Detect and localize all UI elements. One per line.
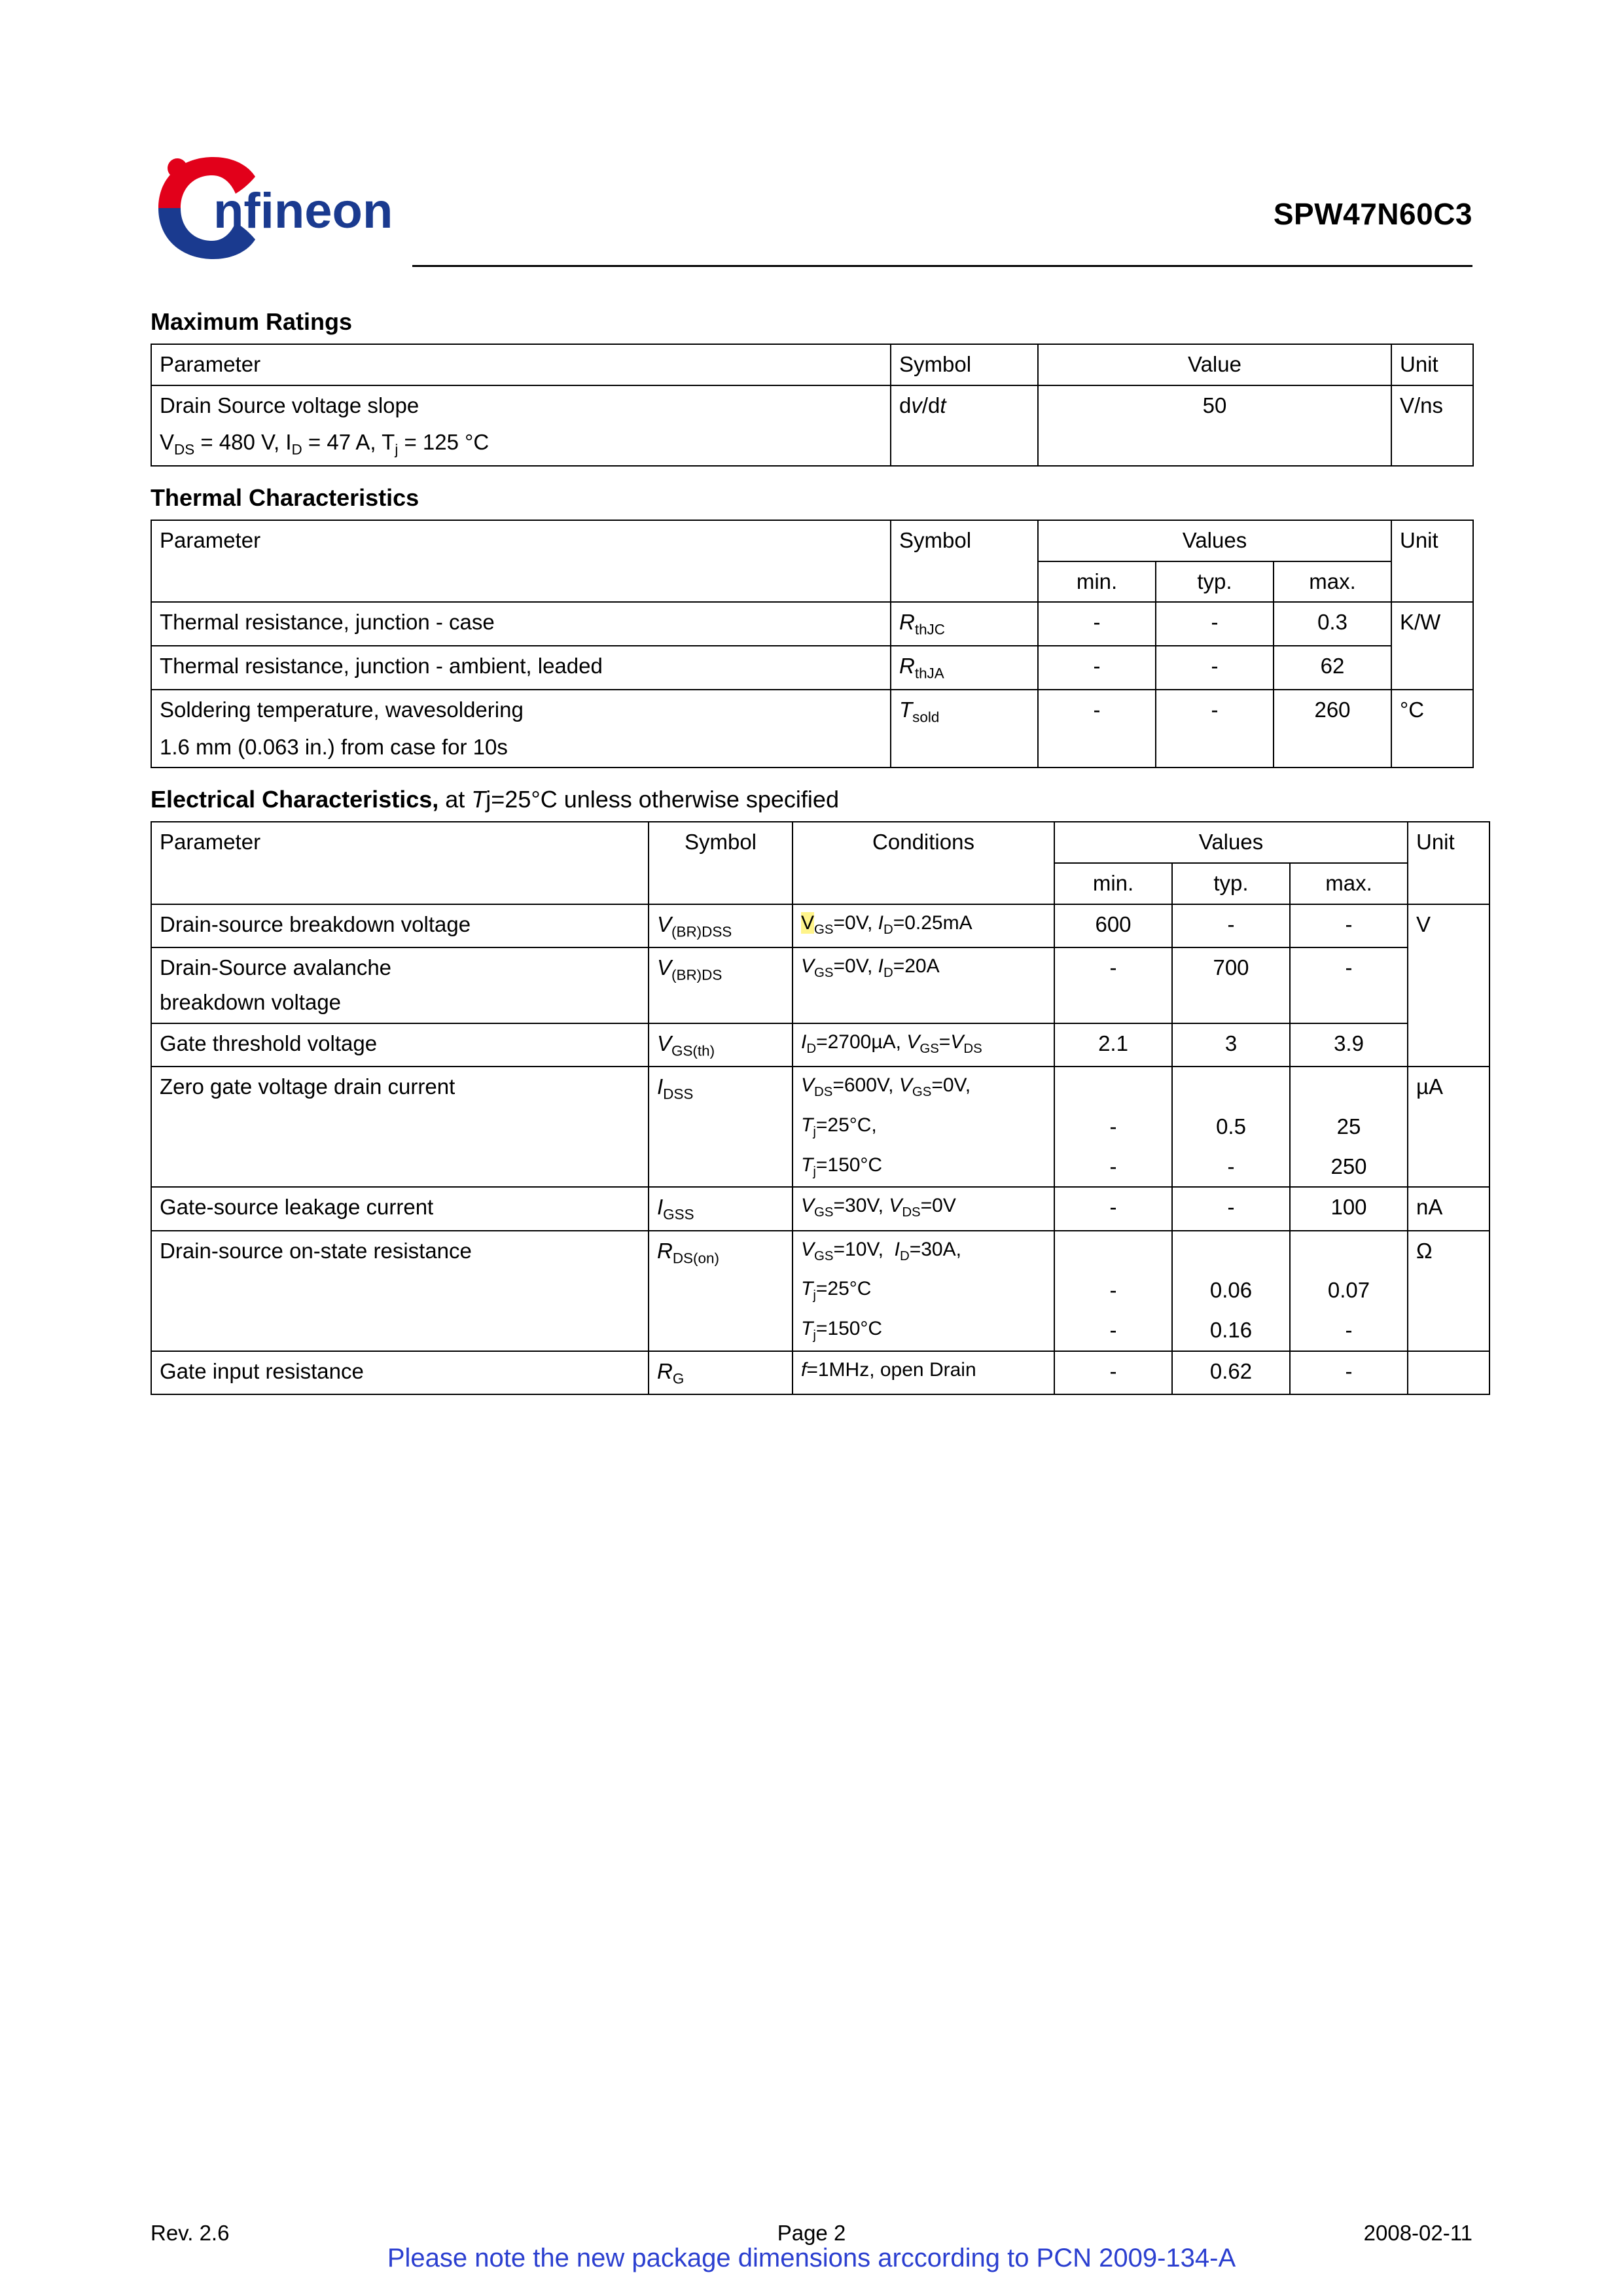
electrical-table <box>151 821 1490 1395</box>
col-values: Values <box>1054 822 1408 863</box>
svg-text:nfineon: nfineon <box>213 183 393 239</box>
col-parameter: Parameter <box>151 520 891 602</box>
table-row <box>151 1231 1489 1271</box>
col-typ: typ. <box>1172 863 1290 904</box>
date-label: 2008-02-11 <box>1363 2221 1472 2245</box>
cell-unit <box>1408 947 1489 1023</box>
col-parameter: Parameter <box>151 822 649 904</box>
cell-typ: 700 <box>1172 947 1290 1023</box>
cell-max: 100 <box>1290 1187 1408 1231</box>
col-unit: Unit <box>1408 822 1489 904</box>
col-min: min. <box>1038 561 1156 603</box>
cell-conditions: $T_j=25^\circ C$ <box>793 1271 1054 1311</box>
cell-min: - <box>1038 646 1156 690</box>
cell-min: - <box>1038 602 1156 646</box>
cell-min <box>1054 1067 1172 1107</box>
cell-parameter: Drain-source breakdown voltage <box>151 904 649 948</box>
col-unit: Unit <box>1391 520 1473 602</box>
cell-conditions: $V_{DS}=600V$, $V_{GS}=0V$, <box>793 1067 1054 1107</box>
cell-typ <box>1172 1231 1290 1271</box>
cell-symbol: $R_{thJA}$ <box>891 646 1038 690</box>
parameter-line-1: Drain Source voltage slope <box>160 393 419 417</box>
cell-typ: 0.06 <box>1172 1271 1290 1311</box>
section-title-max-ratings: Maximum Ratings <box>151 308 353 335</box>
table-row <box>151 646 1473 690</box>
cell-max: - <box>1290 1351 1408 1395</box>
cell-unit: µA <box>1408 1067 1489 1187</box>
parameter-line-1: Drain-Source avalanche <box>160 955 392 980</box>
cell-typ: - <box>1156 602 1274 646</box>
cell-typ: 0.16 <box>1172 1311 1290 1351</box>
cell-min: 2.1 <box>1054 1023 1172 1067</box>
part-number: SPW47N60C3 <box>1273 197 1472 231</box>
cell-typ: - <box>1156 646 1274 690</box>
col-unit: Unit <box>1391 344 1473 385</box>
table-row <box>151 904 1489 948</box>
col-value: Value <box>1038 344 1391 385</box>
cell-max: 0.3 <box>1274 602 1391 646</box>
cell-conditions: f=1MHz, open Drain <box>793 1351 1054 1395</box>
section-title-thermal: Thermal Characteristics <box>151 484 419 512</box>
page-header <box>151 150 1472 308</box>
cell-min <box>1054 1231 1172 1271</box>
parameter-line-2: 1.6 mm (0.063 in.) from case for 10s <box>160 734 508 759</box>
cell-unit: nA <box>1408 1187 1489 1231</box>
cell-parameter: Thermal resistance, junction - ambient, leaded <box>151 646 891 690</box>
cell-symbol: $T_{sold}$ <box>891 690 1038 768</box>
table-row <box>151 385 1473 466</box>
cell-conditions: $V_{GS}=10V$, $I_D=30A$, <box>793 1231 1054 1271</box>
table-row <box>151 690 1473 768</box>
cell-unit: K/W <box>1391 602 1473 646</box>
infineon-logo <box>151 150 432 262</box>
cell-max: 3.9 <box>1290 1023 1408 1067</box>
table-header-row <box>151 344 1473 385</box>
cell-symbol: $I_{GSS}$ <box>649 1187 793 1231</box>
cell-min: - <box>1054 1311 1172 1351</box>
cell-parameter: Drain-source on-state resistance <box>151 1231 649 1351</box>
cell-unit <box>1408 1023 1489 1067</box>
cell-conditions: $T_j=150^\circ C$ <box>793 1147 1054 1188</box>
cell-parameter <box>151 947 649 1023</box>
cell-max: - <box>1290 1311 1408 1351</box>
parameter-line-1: Soldering temperature, wavesoldering <box>160 698 524 722</box>
cell-parameter: Gate threshold voltage <box>151 1023 649 1067</box>
cell-max: - <box>1290 947 1408 1023</box>
cell-symbol: $V_{(BR)DS}$ <box>649 947 793 1023</box>
page-number: Page 2 <box>777 2221 846 2245</box>
cell-min: - <box>1054 1107 1172 1147</box>
cell-symbol: $R_G$ <box>649 1351 793 1395</box>
cell-parameter <box>151 690 891 768</box>
cell-typ: - <box>1156 690 1274 768</box>
cell-max: 25 <box>1290 1107 1408 1147</box>
table-row <box>151 1187 1489 1231</box>
cell-max: 0.07 <box>1290 1271 1408 1311</box>
cell-symbol: $I_{DSS}$ <box>649 1067 793 1187</box>
cell-conditions: $V_{GS}=0V$, $I_D=20A$ <box>793 947 1054 1023</box>
cell-unit <box>1391 646 1473 690</box>
cell-min: 600 <box>1054 904 1172 948</box>
cell-symbol: $V_{(BR)DSS}$ <box>649 904 793 948</box>
cell-max <box>1290 1067 1408 1107</box>
table-row <box>151 1067 1489 1107</box>
table-row <box>151 947 1489 1023</box>
table-row <box>151 1351 1489 1395</box>
cell-symbol: dv/dt <box>891 385 1038 466</box>
cell-typ: 3 <box>1172 1023 1290 1067</box>
cell-parameter: Gate-source leakage current <box>151 1187 649 1231</box>
col-min: min. <box>1054 863 1172 904</box>
cell-unit: V/ns <box>1391 385 1473 466</box>
cell-symbol: $V_{GS(th)}$ <box>649 1023 793 1067</box>
cell-typ <box>1172 1067 1290 1107</box>
revision-label: Rev. 2.6 <box>151 2221 230 2245</box>
table-header-row <box>151 520 1473 561</box>
col-parameter: Parameter <box>151 344 891 385</box>
cell-parameter: Gate input resistance <box>151 1351 649 1395</box>
cell-typ: - <box>1172 904 1290 948</box>
col-typ: typ. <box>1156 561 1274 603</box>
cell-unit: °C <box>1391 690 1473 768</box>
cell-unit: V <box>1408 904 1489 948</box>
col-max: max. <box>1274 561 1391 603</box>
col-symbol: Symbol <box>649 822 793 904</box>
cell-max: 260 <box>1274 690 1391 768</box>
cell-typ: 0.5 <box>1172 1107 1290 1147</box>
thermal-table <box>151 520 1474 768</box>
col-conditions: Conditions <box>793 822 1054 904</box>
thermal-table-wrap <box>151 520 1472 768</box>
cell-min: - <box>1054 1187 1172 1231</box>
cell-parameter <box>151 385 891 466</box>
cell-conditions: $I_D=2700\mu A$, $V_{GS}=V_{DS}$ <box>793 1023 1054 1067</box>
col-symbol: Symbol <box>891 520 1038 602</box>
section-title-electrical <box>151 785 1472 813</box>
cell-conditions: $V_{GS}=0V$, $I_D=0.25mA$ <box>793 904 1054 948</box>
package-notice: Please note the new package dimensions arccording to PCN 2009-134-A <box>387 2244 1236 2272</box>
cell-min: - <box>1054 1351 1172 1395</box>
electrical-table-wrap <box>151 821 1472 1395</box>
cell-symbol: $R_{thJC}$ <box>891 602 1038 646</box>
header-divider <box>412 265 1472 267</box>
cell-conditions: $T_j=25^\circ C$, <box>793 1107 1054 1147</box>
max-ratings-table-wrap <box>151 344 1472 467</box>
table-row <box>151 602 1473 646</box>
cell-conditions: $V_{GS}=30V$, $V_{DS}=0V$ <box>793 1187 1054 1231</box>
cell-max <box>1290 1231 1408 1271</box>
cell-parameter: Zero gate voltage drain current <box>151 1067 649 1187</box>
cell-typ: 0.62 <box>1172 1351 1290 1395</box>
col-symbol: Symbol <box>891 344 1038 385</box>
cell-symbol: $R_{DS(on)}$ <box>649 1231 793 1351</box>
cell-parameter: Thermal resistance, junction - case <box>151 602 891 646</box>
table-row <box>151 1023 1489 1067</box>
cell-max: 250 <box>1290 1147 1408 1188</box>
parameter-line-2: breakdown voltage <box>160 989 342 1014</box>
electrical-title-bold: Electrical Characteristics, <box>151 786 439 813</box>
cell-conditions: $T_j=150^\circ C$ <box>793 1311 1054 1351</box>
col-values: Values <box>1038 520 1391 561</box>
cell-min: - <box>1054 947 1172 1023</box>
cell-min: - <box>1054 1147 1172 1188</box>
cell-min: - <box>1038 690 1156 768</box>
cell-max: - <box>1290 904 1408 948</box>
electrical-title-rest: at Tj=25°C unless otherwise specified <box>438 786 839 813</box>
cell-typ: - <box>1172 1187 1290 1231</box>
parameter-line-2: $V_{DS} = 480$ V, $I_D = 47$ A, $T_j = 125$ °C <box>160 430 490 458</box>
table-header-row <box>151 822 1489 863</box>
cell-unit: Ω <box>1408 1231 1489 1351</box>
max-ratings-table <box>151 344 1474 467</box>
cell-typ: - <box>1172 1147 1290 1188</box>
cell-value: 50 <box>1038 385 1391 466</box>
col-max: max. <box>1290 863 1408 904</box>
cell-unit <box>1408 1351 1489 1395</box>
cell-min: - <box>1054 1271 1172 1311</box>
cell-max: 62 <box>1274 646 1391 690</box>
